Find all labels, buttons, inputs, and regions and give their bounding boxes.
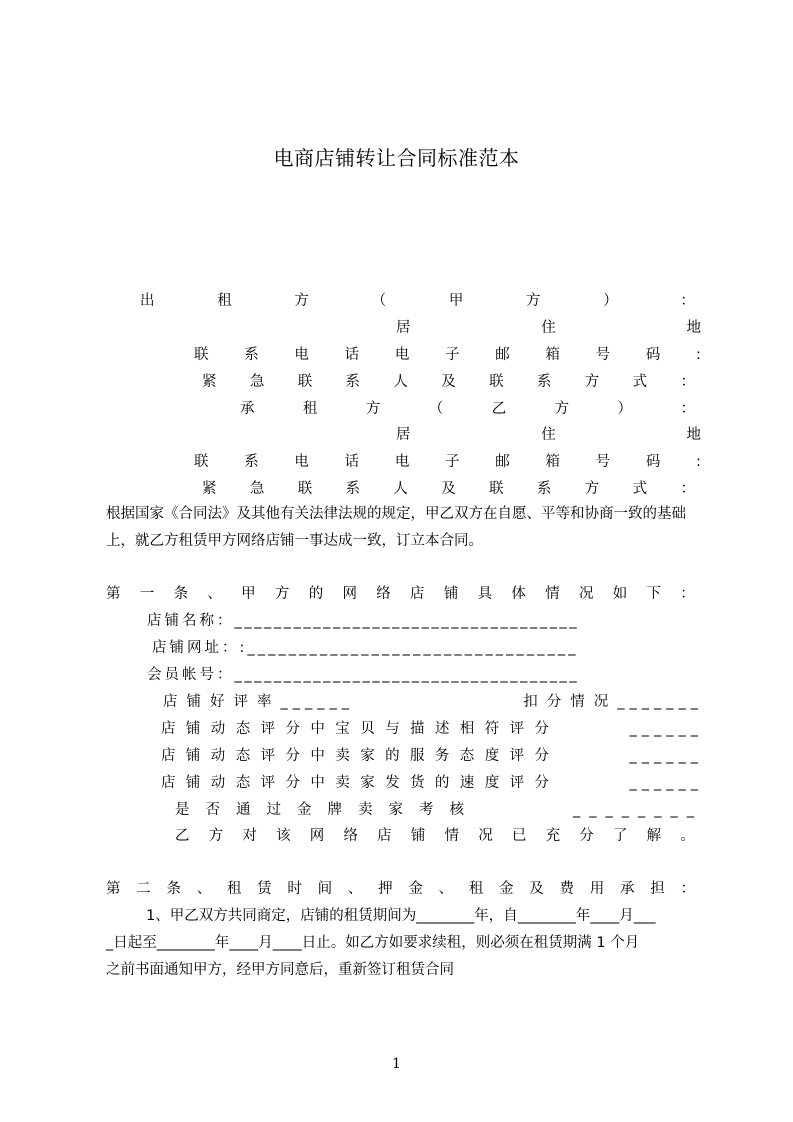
party-b-emergency-text: 紧 急 联 系 人 及 联 系 方 式 ： xyxy=(202,481,695,497)
document-title: 电商店铺转让合同标准范本 xyxy=(273,146,520,170)
party-b-label xyxy=(240,399,695,419)
acknowledgement xyxy=(175,826,695,846)
deduction-group xyxy=(523,692,703,712)
dsr-item-blank: ______ xyxy=(629,721,703,737)
rating-group xyxy=(163,692,354,712)
page-number: 1 xyxy=(392,1056,401,1072)
article2-para-line2: _日起至________年____月____日止。如乙方如要求续租，则必须在租赁期满 1 个月 xyxy=(106,935,640,951)
party-a-contact-text: 联 系 电 话 电 子 邮 箱 号 码 : xyxy=(194,347,701,363)
article2-para-line1: 1、甲乙双方共同商定，店铺的租赁期间为________年，自________年____月___ xyxy=(146,908,656,924)
party-b-contact-text: 联 系 电 话 电 子 邮 箱 号 码 : xyxy=(194,454,701,470)
party-b-label-text: 承 租 方 （ 乙 方 ） ： xyxy=(240,401,695,417)
deduction-blank: _______ xyxy=(617,694,703,710)
dsr-shipping-row xyxy=(161,773,703,793)
deduction-label: 扣分情况 xyxy=(523,694,618,710)
preamble: 根据国家《合同法》及其他有关法律法规的规定，甲乙双方在自愿、平等和协商一致的基础上，就乙方租赁甲方网络店铺一事达成一致，订立本合同。 xyxy=(106,506,686,549)
dsr-service-row xyxy=(161,746,703,766)
member-account-label: 会员帐号： xyxy=(147,667,235,683)
dsr-service-label: 店铺动态评分中卖家的服务态度评分 xyxy=(161,748,560,764)
shop-url-label: 店铺网址：: xyxy=(152,640,248,656)
dsr-item-label: 店铺动态评分中宝贝与描述相符评分 xyxy=(161,721,560,737)
article2-heading-text: 第 二 条 、 租 赁 时 间 、 押 金 、 租 金 及 费 用 承 担 ： xyxy=(106,881,695,897)
shop-name-row xyxy=(147,611,703,631)
gold-seller-row xyxy=(175,800,703,820)
party-a-contact xyxy=(194,345,701,365)
member-account-row xyxy=(147,665,703,685)
shop-url-row xyxy=(152,638,703,658)
party-b-contact xyxy=(194,452,701,472)
dsr-shipping-blank: ______ xyxy=(629,775,703,791)
dsr-shipping-label: 店铺动态评分中卖家发货的速度评分 xyxy=(161,775,560,791)
gold-seller-label: 是否通过金牌卖家考核 xyxy=(175,802,480,818)
shop-url-blank: ________________________________ xyxy=(247,640,579,656)
dsr-item-row xyxy=(161,719,703,739)
party-b-address xyxy=(396,425,701,445)
rating-blank: ______ xyxy=(280,694,354,710)
party-a-address-text: 居 住 地 xyxy=(396,320,701,336)
article1-heading-text: 第 一 条 、 甲 方 的 网 络 店 铺 具 体 情 况 如 下 ： xyxy=(106,586,695,602)
article2-para-line3: 之前书面通知甲方，经甲方同意后，重新签订租赁合同 xyxy=(106,962,454,978)
shop-name-label: 店铺名称： xyxy=(147,613,235,629)
shop-name-blank: ___________________________________ xyxy=(234,613,580,629)
party-a-label xyxy=(140,291,695,311)
dsr-service-blank: ______ xyxy=(629,748,703,764)
acknowledgement-text: 乙 方 对 该 网 络 店 铺 情 况 已 充 分 了 解 。 xyxy=(175,828,695,844)
party-a-label-text: 出 租 方 （ 甲 方 ） ： xyxy=(140,293,695,309)
article2-heading xyxy=(106,879,695,899)
party-a-address xyxy=(396,318,701,338)
rating-label: 店铺好评率 xyxy=(163,694,281,710)
rating-row xyxy=(163,692,703,712)
party-a-emergency xyxy=(202,372,695,392)
party-b-address-text: 居 住 地 xyxy=(396,427,701,443)
party-b-emergency xyxy=(202,479,695,499)
gold-seller-blank: ________ xyxy=(573,802,703,818)
member-account-blank: ___________________________________ xyxy=(234,667,580,683)
article1-heading xyxy=(106,584,695,604)
party-a-emergency-text: 紧 急 联 系 人 及 联 系 方 式 ： xyxy=(202,374,695,390)
